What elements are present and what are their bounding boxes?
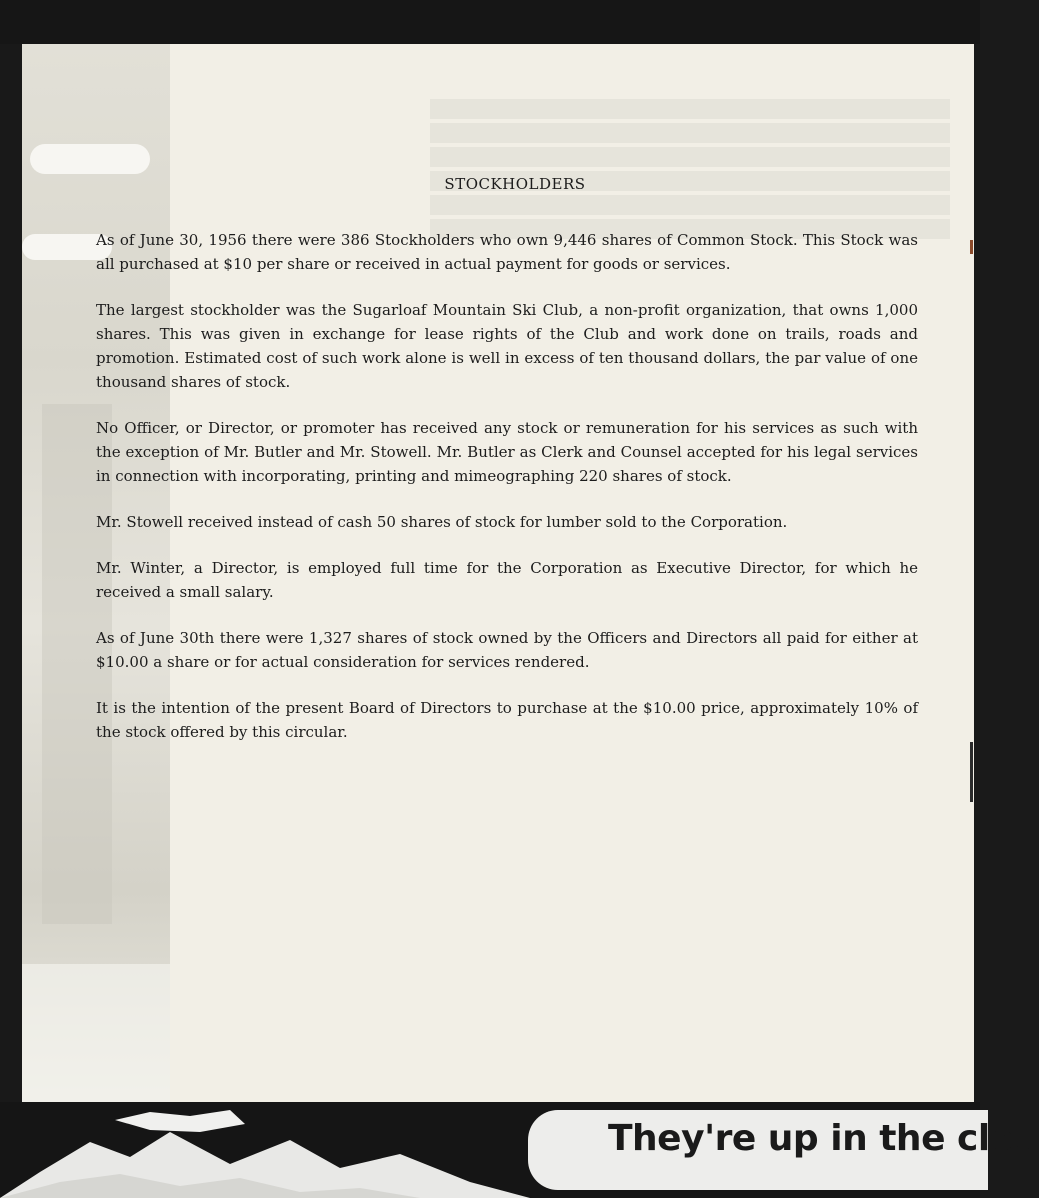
- photo-cloud: [30, 144, 150, 174]
- paragraph: No Officer, or Director, or promoter has received any stock or remuneration for his services as such with the exception of Mr. Butler and Mr. Stowell. Mr. Butler as Clerk and Counsel accepted for his legal services in connection with incorporating, printing and mimeographing 220 shares of stock.: [96, 419, 918, 485]
- paragraph: As of June 30, 1956 there were 386 Stockholders who own 9,446 shares of Common Stock. This Stock was all purchased at $10 per share or received in actual payment for goods or services.: [96, 231, 918, 273]
- paragraph: It is the intention of the present Board of Directors to purchase at the $10.00 price, approximately 10% of the stock offered by this circular.: [96, 699, 918, 741]
- top-dark-band: [0, 0, 980, 44]
- edge-mark: [970, 742, 973, 802]
- footer-tagline: They're up in the clou: [608, 1118, 1039, 1159]
- paragraph: As of June 30th there were 1,327 shares of stock owned by the Officers and Directors all paid for either at $10.00 a share or for actual consideration for services rendered.: [96, 629, 918, 671]
- document-body: [96, 172, 918, 766]
- paragraph: Mr. Stowell received instead of cash 50 shares of stock for lumber sold to the Corporation.: [96, 513, 788, 531]
- paragraph: Mr. Winter, a Director, is employed full time for the Corporation as Executive Director, for which he received a small salary.: [96, 559, 918, 601]
- photo-cloud: [22, 964, 170, 1114]
- paragraph: The largest stockholder was the Sugarloaf Mountain Ski Club, a non-profit organization, that owns 1,000 shares. This was given in exchange for lease rights of the Club and work done on trails, roads and promotion. Estimated cost of such work alone is well in excess of ten thousand dollars, the par value of one thousand shares of stock.: [96, 301, 918, 391]
- page-title: STOCKHOLDERS: [444, 175, 586, 193]
- edge-mark: [970, 240, 973, 254]
